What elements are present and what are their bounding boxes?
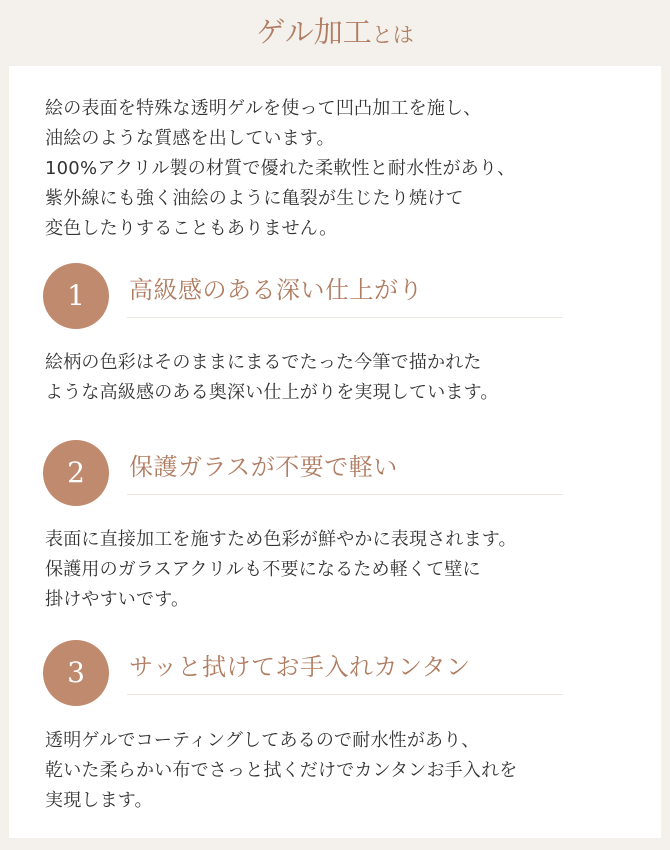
feature-desc-line: 掛けやすいです。 (45, 589, 190, 610)
intro-text (45, 94, 625, 244)
feature-desc-line: 透明ゲルでコーティングしてあるので耐水性があり、 (45, 730, 480, 751)
feature-2-heading (43, 440, 563, 510)
feature-desc-line: 乾いた柔らかい布でさっと拭くだけでカンタンお手入れを (45, 760, 518, 781)
feature-desc-line: 絵柄の色彩はそのままにまるでたった今筆で描かれた (45, 352, 482, 373)
feature-title: 保護ガラスが不要で軽い (129, 453, 398, 481)
header (0, 0, 670, 66)
feature-1-heading (43, 263, 563, 333)
feature-3-description (45, 726, 635, 816)
intro-line: 紫外線にも強く油絵のように亀裂が生じたり焼けて (45, 188, 464, 209)
feature-divider (127, 694, 563, 695)
page-title-suffix: とは (371, 23, 414, 47)
feature-divider (127, 317, 563, 318)
intro-line: 100%アクリル製の材質で優れた柔軟性と耐水性があり、 (45, 158, 516, 179)
page-title (0, 12, 670, 55)
intro-line: 絵の表面を特殊な透明ゲルを使って凹凸加工を施し、 (45, 98, 482, 119)
feature-title: 高級感のある深い仕上がり (129, 276, 423, 304)
feature-3-heading (43, 640, 563, 710)
feature-1-description (45, 348, 635, 408)
content-card (9, 66, 661, 838)
feature-desc-line: ような高級感のある奥深い仕上がりを実現しています。 (45, 382, 499, 403)
page-title-main: ゲル加工 (256, 15, 372, 49)
feature-desc-line: 表面に直接加工を施すため色彩が鮮やかに表現されます。 (45, 529, 517, 550)
intro-line: 油絵のような質感を出しています。 (45, 128, 335, 149)
feature-number-badge: 3 (43, 640, 109, 706)
feature-title: サッと拭けてお手入れカンタン (129, 653, 471, 681)
feature-divider (127, 494, 563, 495)
intro-line: 変色したりすることもありません。 (45, 218, 338, 239)
feature-desc-line: 保護用のガラスアクリルも不要になるため軽くて壁に (45, 559, 481, 580)
feature-number-badge: 1 (43, 263, 109, 329)
feature-number-badge: 2 (43, 440, 109, 506)
feature-desc-line: 実現します。 (45, 790, 153, 811)
feature-2-description (45, 525, 635, 615)
